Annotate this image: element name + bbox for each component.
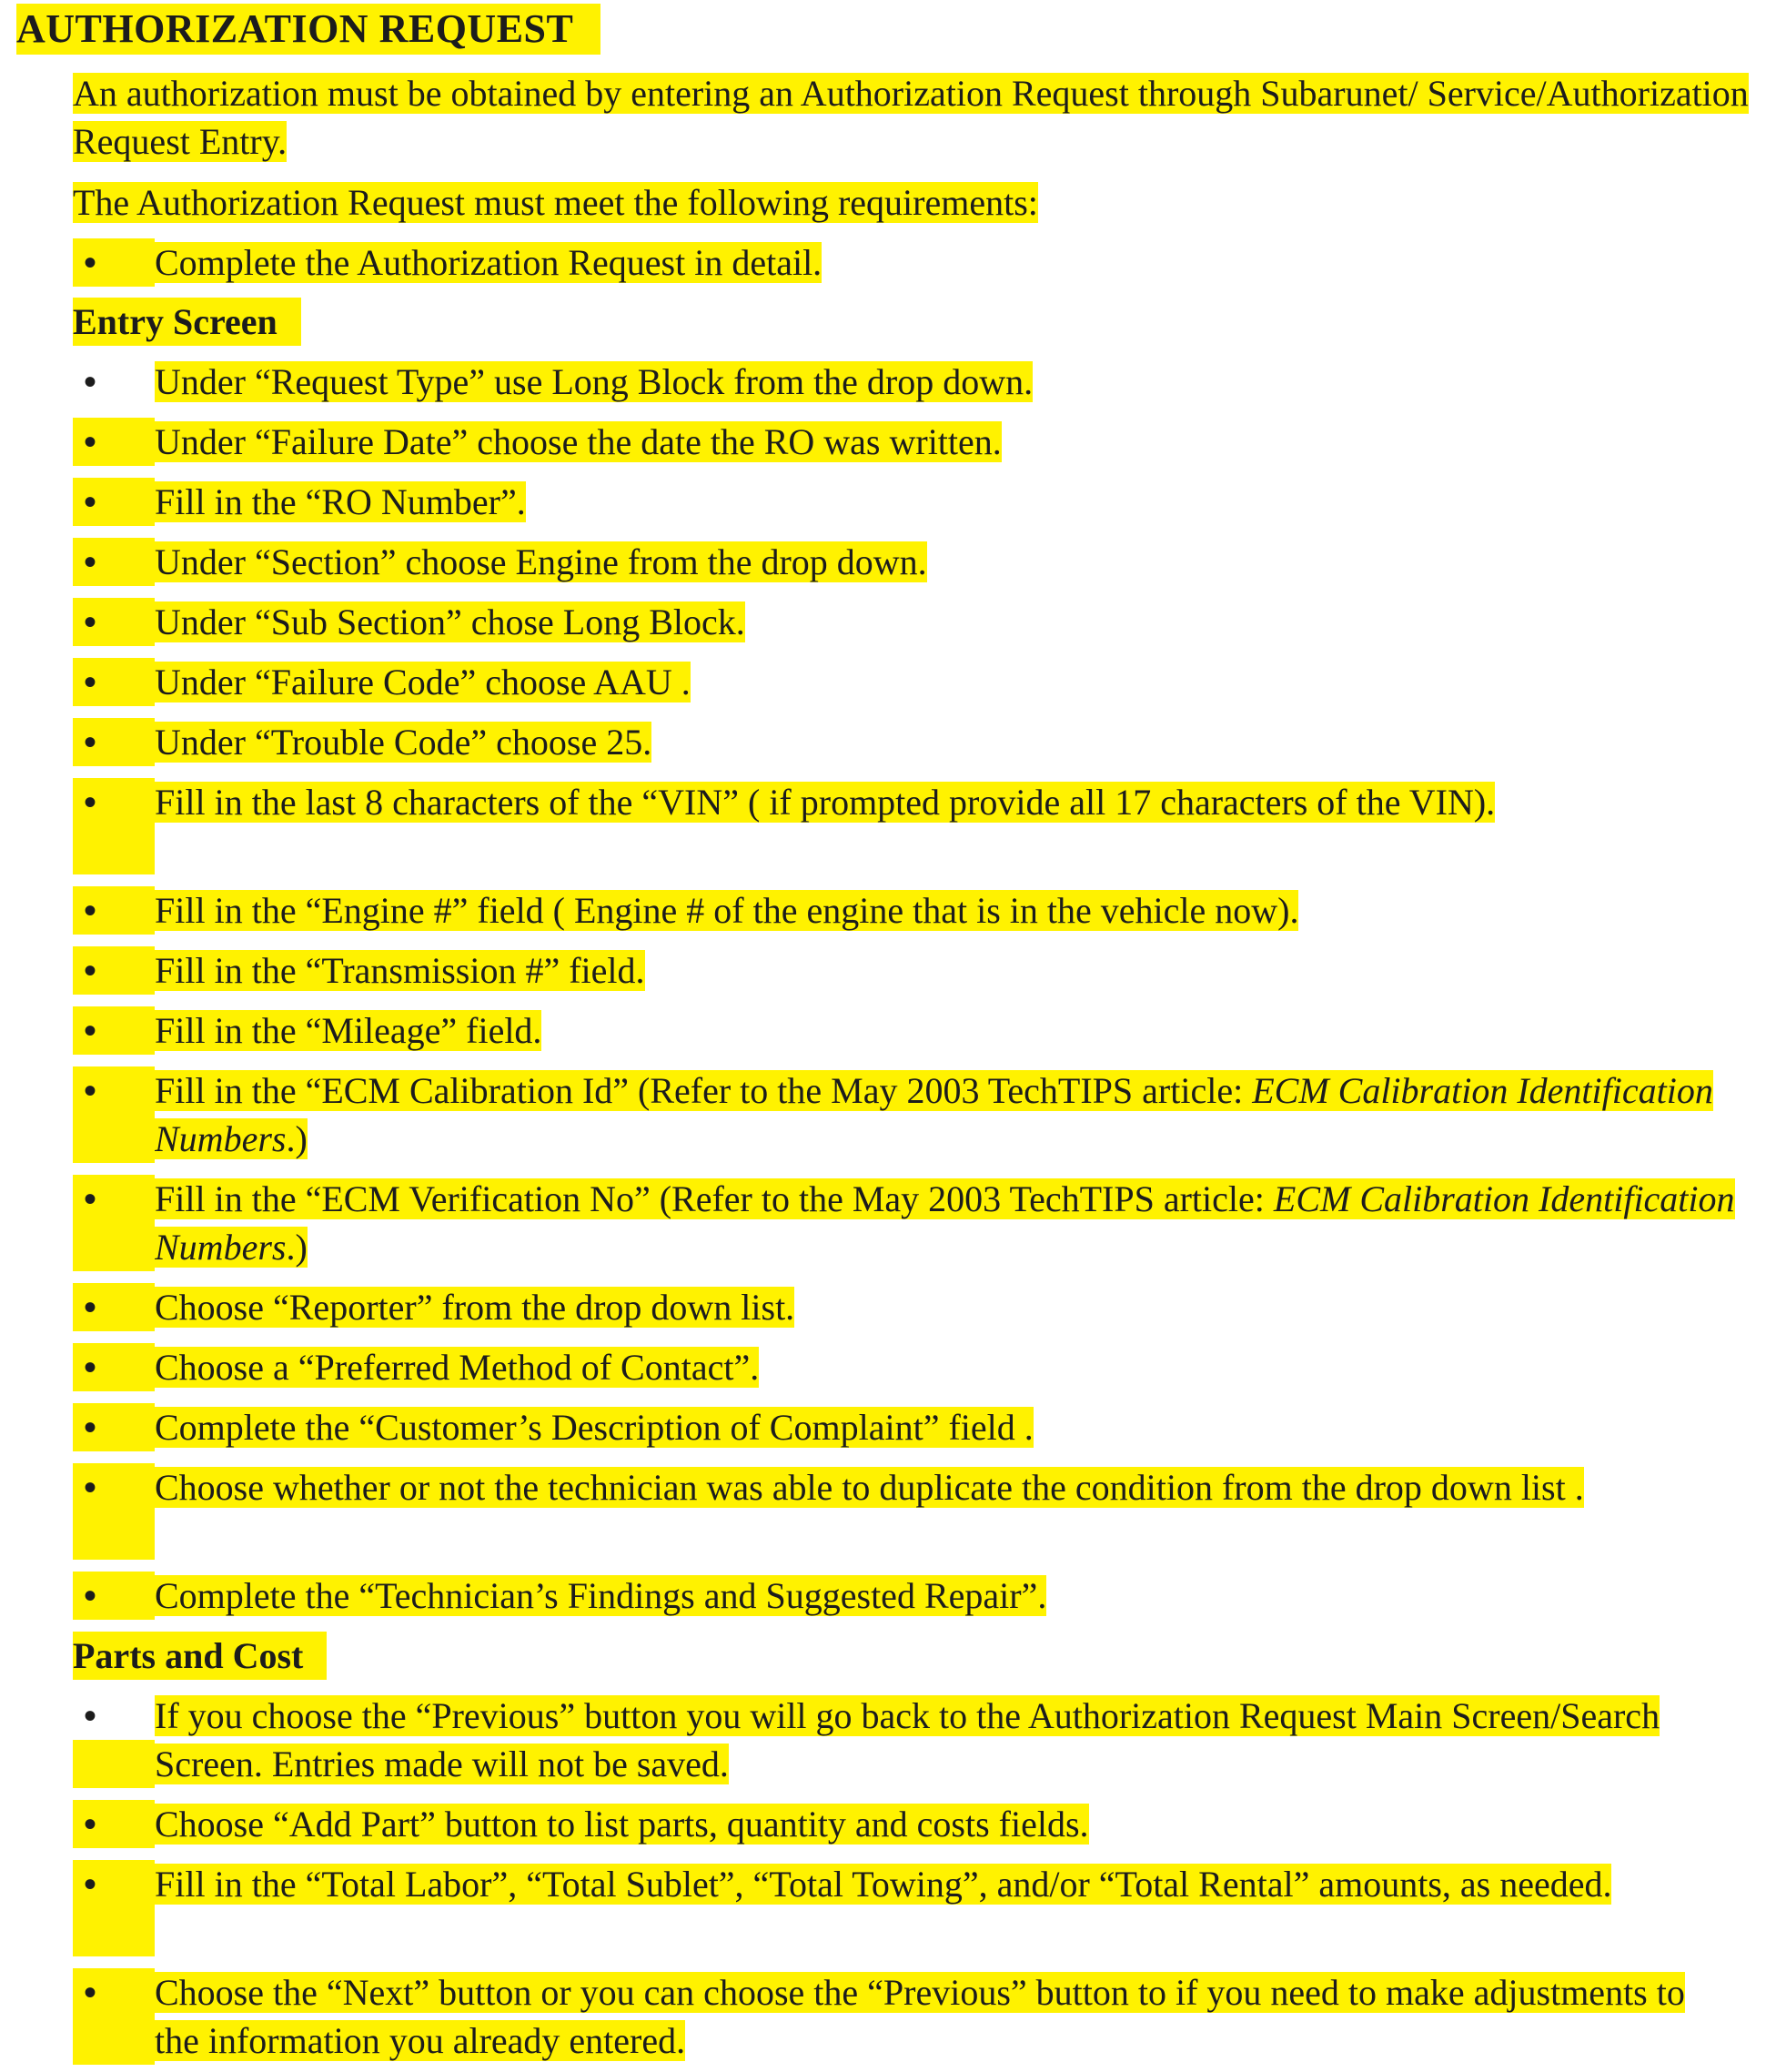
list-item — [73, 1175, 1756, 1271]
requirements-intro — [73, 178, 1756, 227]
bullet-glyph: • — [84, 1695, 97, 1736]
list-item-text: Complete the “Technician’s Findings and Suggested Repair”. — [155, 1575, 1047, 1616]
list-item — [73, 478, 1756, 526]
list-item-text: Under “Trouble Code” choose 25. — [155, 722, 652, 763]
bullet-glyph: • — [73, 946, 155, 995]
list-item-text: Under “Failure Code” choose AAU . — [155, 662, 691, 702]
bullet-glyph: • — [73, 1006, 155, 1055]
list-item-text: Choose “Reporter” from the drop down list. — [155, 1287, 795, 1328]
bullet-glyph: • — [73, 478, 155, 526]
bullet-glyph: • — [73, 1800, 155, 1848]
list-item — [73, 1860, 1756, 1908]
wrap-highlight — [73, 826, 155, 874]
bullet-glyph: • — [73, 1403, 155, 1451]
list-item — [73, 1066, 1756, 1163]
list-item — [73, 886, 1756, 935]
requirements-line: The Authorization Request must meet the following requirements: — [73, 182, 1038, 223]
list-item — [73, 658, 1756, 706]
list-item — [73, 1403, 1756, 1451]
article-suffix: .) — [286, 1118, 308, 1159]
wrap-highlight — [73, 1115, 155, 1163]
bullet-glyph: • — [73, 718, 155, 766]
list-item — [73, 598, 1756, 646]
list-item-text: Fill in the “Transmission #” field. — [155, 950, 645, 991]
list-item-text: Choose “Add Part” button to list parts, quantity and costs fields. — [155, 1804, 1089, 1845]
bullet-glyph: • — [73, 1572, 155, 1620]
list-item-text: Fill in the “RO Number”. — [155, 481, 526, 522]
list-item-text: Under “Section” choose Engine from the drop down. — [155, 541, 927, 582]
article-title: ECM Calibration Identification Numbers — [155, 1178, 1735, 1268]
list-item-text: Choose whether or not the technician was able to duplicate the condition from the drop down list . — [155, 1467, 1584, 1508]
wrap-highlight — [73, 1223, 155, 1271]
list-item — [73, 538, 1756, 586]
list-item-text: Fill in the “ECM Calibration Id” (Refer to the May 2003 TechTIPS article: — [155, 1070, 1253, 1111]
list-item — [73, 358, 1756, 406]
requirement-text: Complete the Authorization Request in detail. — [155, 242, 822, 283]
list-item-text: Complete the “Customer’s Description of Complaint” field . — [155, 1407, 1034, 1448]
list-item-text: Under “Request Type” use Long Block from the drop down. — [155, 361, 1034, 402]
list-item — [73, 1692, 1756, 1788]
list-item-text: Fill in the “Total Labor”, “Total Sublet”, “Total Towing”, and/or “Total Rental” amounts, as needed. — [155, 1864, 1612, 1905]
bullet-glyph: • — [73, 1066, 155, 1115]
list-item — [73, 1283, 1756, 1331]
entry-screen-heading: Entry Screen — [73, 298, 301, 346]
list-item-text: Under “Sub Section” chose Long Block. — [155, 601, 745, 642]
list-item — [73, 1800, 1756, 1848]
requirement-item — [73, 238, 1756, 287]
list-item-text: Fill in the “Mileage” field. — [155, 1010, 542, 1051]
list-item-text: If you choose the “Previous” button you will go back to the Authorization Request Main Screen/Search Screen. Entries made will not be saved. — [155, 1695, 1660, 1784]
intro-line: An authorization must be obtained by entering an Authorization Request through Subarunet/ Service/Authorization Request Entry. — [73, 73, 1749, 162]
list-item-text: Fill in the last 8 characters of the “VIN” ( if prompted provide all 17 characters of the VIN). — [155, 782, 1496, 823]
page-title: AUTHORIZATION REQUEST — [16, 4, 600, 55]
bullet-glyph: • — [73, 1175, 155, 1223]
bullet-glyph: • — [73, 418, 155, 466]
bullet-glyph: • — [73, 538, 155, 586]
article-title: ECM Calibration Identification Numbers — [155, 1070, 1713, 1159]
wrap-highlight — [73, 2016, 155, 2065]
bullet-glyph: • — [73, 238, 155, 287]
list-item — [73, 1572, 1756, 1620]
bullet-glyph: • — [73, 1463, 155, 1511]
wrap-highlight — [73, 1908, 155, 1956]
list-item — [73, 1968, 1756, 2065]
list-item — [73, 1343, 1756, 1391]
article-suffix: .) — [286, 1227, 308, 1268]
list-item — [73, 1463, 1756, 1511]
list-item — [73, 418, 1756, 466]
bullet-glyph: • — [73, 658, 155, 706]
list-item — [73, 1006, 1756, 1055]
list-item — [73, 778, 1756, 826]
bullet-glyph: • — [73, 1860, 155, 1908]
bullet-glyph: • — [84, 361, 97, 402]
intro-paragraph — [73, 69, 1756, 166]
bullet-glyph: • — [73, 778, 155, 826]
parts-and-cost-heading: Parts and Cost — [73, 1632, 327, 1680]
bullet-glyph: • — [73, 886, 155, 935]
list-item-text: Fill in the “Engine #” field ( Engine # of the engine that is in the vehicle now). — [155, 890, 1299, 931]
list-item-text: Choose the “Next” button or you can choose the “Previous” button to if you need to make adjustments to the information you already entered. — [155, 1972, 1685, 2061]
list-item-text: Under “Failure Date” choose the date the RO was written. — [155, 421, 1002, 462]
bullet-glyph: • — [73, 1968, 155, 2016]
list-item — [73, 718, 1756, 766]
bullet-glyph: • — [73, 1343, 155, 1391]
bullet-glyph: • — [73, 1283, 155, 1331]
wrap-highlight — [73, 1740, 155, 1788]
list-item-text: Choose a “Preferred Method of Contact”. — [155, 1347, 760, 1388]
list-item — [73, 946, 1756, 995]
wrap-highlight — [73, 1511, 155, 1560]
list-item-text: Fill in the “ECM Verification No” (Refer to the May 2003 TechTIPS article: — [155, 1178, 1274, 1219]
bullet-glyph: • — [73, 598, 155, 646]
